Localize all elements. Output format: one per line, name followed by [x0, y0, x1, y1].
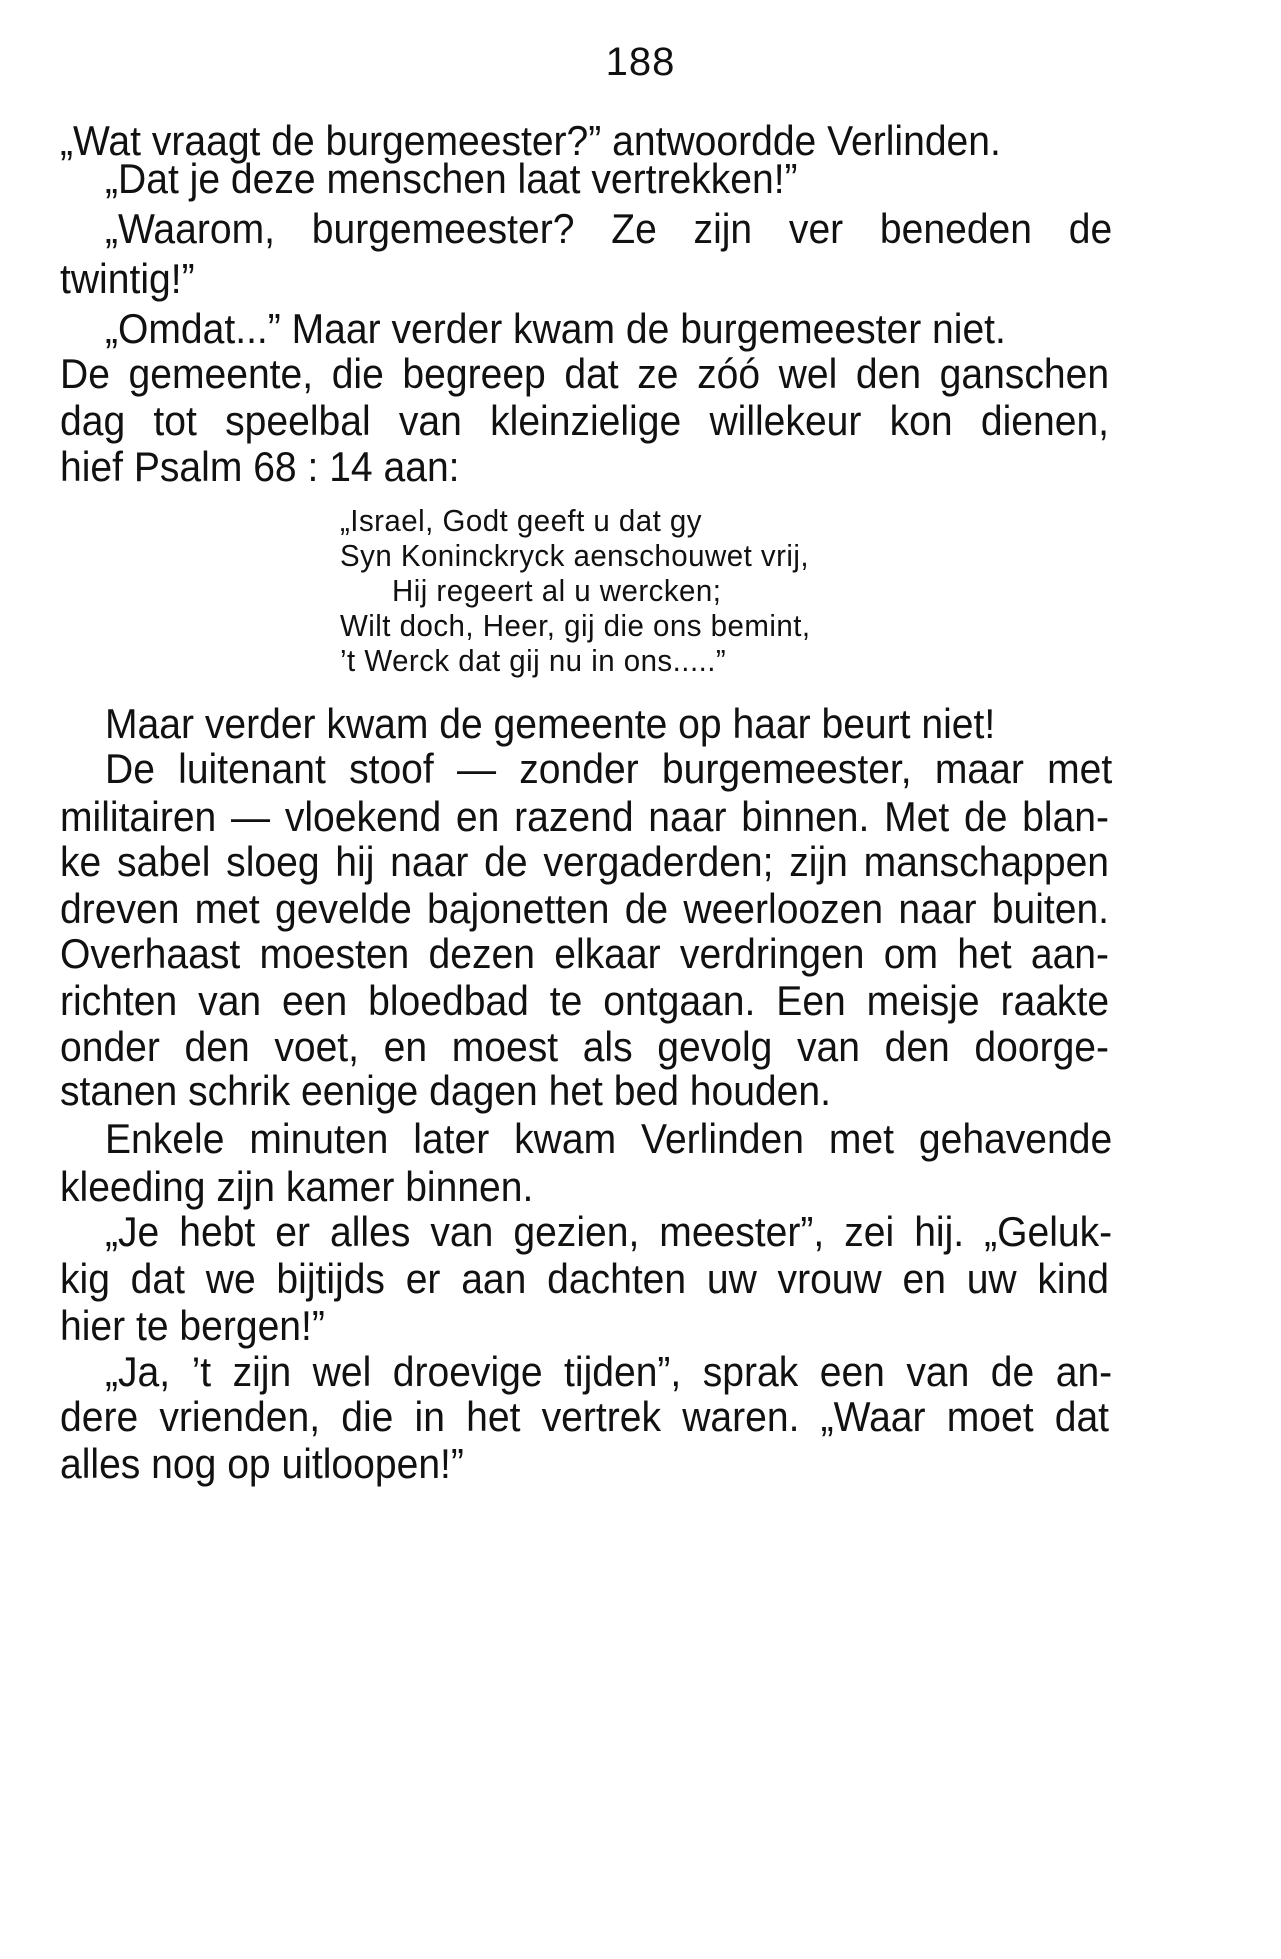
text-line: „Wat vraagt de burgemeester?” antwoordde Verlinden.: [60, 117, 1001, 164]
text-line: dere vrienden, die in het vertrek waren. „Waar moet dat: [60, 1393, 1110, 1440]
text-line: kig dat we bijtijds er aan dachten uw vrouw en uw kind: [60, 1255, 1110, 1302]
psalm-line: Wilt doch, Heer, gij die ons bemint,: [340, 608, 811, 643]
text-line: onder den voet, en moest als gevolg van den doorge-: [60, 1023, 1110, 1070]
text-line: militairen — vloekend en razend naar binnen. Met de blan-: [60, 793, 1110, 840]
psalm-line: ’t Werck dat gij nu in ons.....”: [340, 643, 727, 678]
text-line: „Je hebt er alles van gezien, meester”, zei hij. „Geluk-: [105, 1208, 1113, 1255]
text-line: dreven met gevelde bajonetten de weerloozen naar buiten.: [60, 885, 1110, 932]
text-line: Enkele minuten later kwam Verlinden met gehavende: [105, 1115, 1113, 1162]
text-line: „Waarom, burgemeester? Ze zijn ver beneden de: [105, 205, 1113, 252]
text-line: kleeding zijn kamer binnen.: [60, 1163, 534, 1210]
text-line: hief Psalm 68 : 14 aan:: [60, 443, 460, 490]
text-line: „Ja, ’t zijn wel droevige tijden”, sprak een van de an-: [105, 1348, 1113, 1395]
psalm-line: Syn Koninckryck aenschouwet vrij,: [340, 538, 810, 573]
text-line: De gemeente, die begreep dat ze zóó wel den ganschen: [60, 350, 1110, 397]
text-line: stanen schrik eenige dagen het bed houden.: [60, 1067, 831, 1114]
text-line: ke sabel sloeg hij naar de vergaderden; zijn manschappen: [60, 838, 1110, 885]
text-line: De luitenant stoof — zonder burgemeester, maar met: [105, 745, 1113, 792]
text-line: alles nog op uitloopen!”: [60, 1440, 464, 1487]
text-line: twintig!”: [60, 255, 195, 302]
text-line: Overhaast moesten dezen elkaar verdringen om het aan-: [60, 930, 1110, 977]
text-line: „Omdat...” Maar verder kwam de burgemeester niet.: [105, 305, 1006, 352]
text-line: hier te bergen!”: [60, 1302, 325, 1349]
text-line: richten van een bloedbad te ontgaan. Een meisje raakte: [60, 977, 1110, 1024]
psalm-line: „Israel, Godt geeft u dat gy: [340, 503, 702, 538]
text-line: dag tot speelbal van kleinzielige willekeur kon dienen,: [60, 397, 1110, 444]
text-line: „Dat je deze menschen laat vertrekken!”: [105, 155, 798, 202]
text-line: Maar verder kwam de gemeente op haar beurt niet!: [105, 700, 996, 747]
page-number: 188: [605, 40, 676, 84]
psalm-line: Hij regeert al u wercken;: [392, 573, 722, 608]
